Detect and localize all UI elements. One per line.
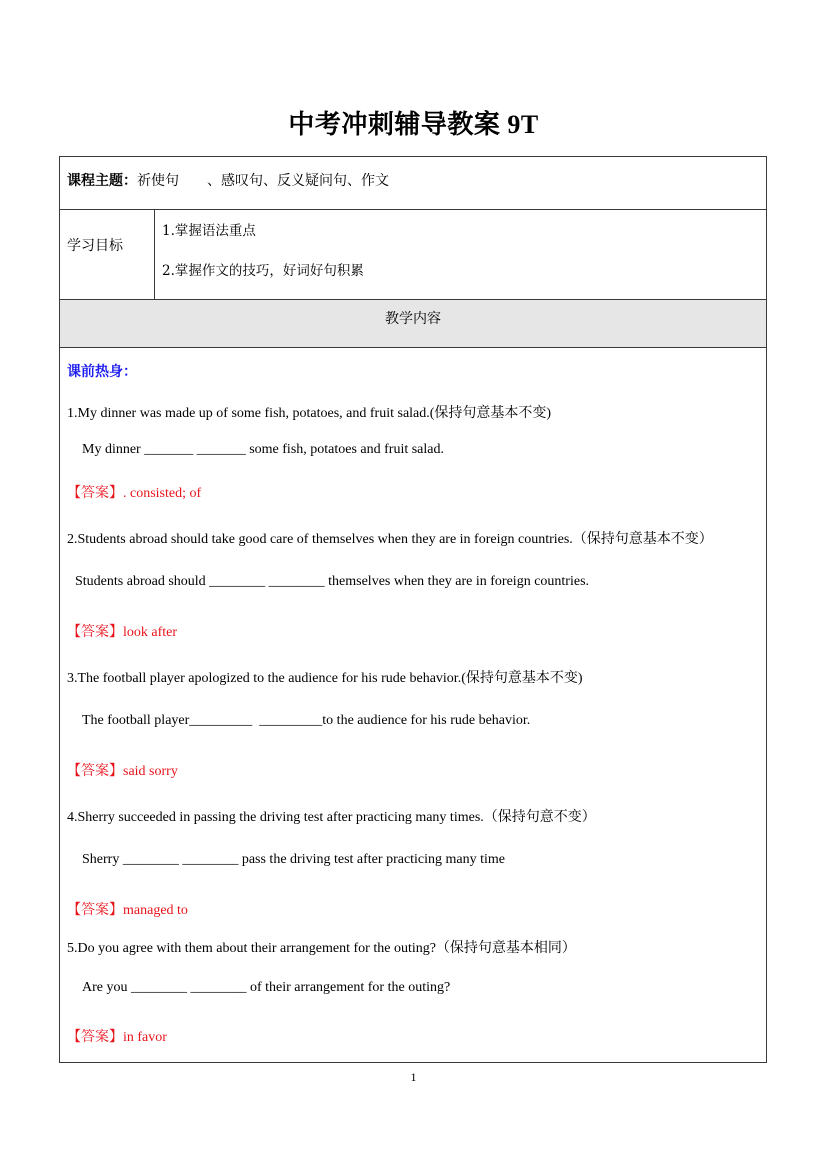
- page-number: 1: [410, 1070, 417, 1084]
- question-prompt: 4.Sherry succeeded in passing the driving test after practicing many times.（保持句意不变）: [67, 810, 596, 825]
- question-answer: 【答案】look after: [67, 625, 178, 640]
- question-prompt: 2.Students abroad should take good care of themselves when they are in foreign countries.（保持句意基本不变）: [67, 532, 713, 547]
- section-heading: 教学内容: [385, 312, 441, 327]
- document-title: 中考冲刺辅导教案 9T: [288, 110, 539, 139]
- question-prompt: 5.Do you agree with them about their arrangement for the outing?（保持句意基本相同）: [67, 941, 576, 956]
- question-rewrite: Are you ________ ________ of their arrangement for the outing?: [82, 980, 451, 995]
- question-answer: 【答案】said sorry: [67, 764, 178, 779]
- warmup-label: 课前热身：: [67, 365, 137, 380]
- question-rewrite: Sherry ________ ________ pass the driving test after practicing many time: [82, 852, 506, 867]
- goal-item: 2.掌握作文的技巧，好词好句积累: [162, 263, 364, 279]
- goal-item: 1.掌握语法重点: [162, 223, 256, 239]
- topic-value: 祈使句 、感叹句、反义疑问句、作文: [137, 174, 389, 189]
- course-topic: [67, 170, 389, 190]
- topic-label: 课程主题：: [67, 174, 137, 189]
- question-rewrite: Students abroad should ________ ________ themselves when they are in foreign countries.: [75, 574, 590, 589]
- question-rewrite: The football player_________ _________to the audience for his rude behavior.: [82, 713, 531, 728]
- lesson-table: [59, 156, 767, 1063]
- goals-label: 学习目标: [67, 239, 123, 254]
- question-answer: 【答案】managed to: [67, 903, 188, 918]
- question-answer: 【答案】in favor: [67, 1030, 167, 1045]
- question-rewrite: My dinner _______ _______ some fish, potatoes and fruit salad.: [82, 442, 445, 457]
- question-answer: 【答案】. consisted; of: [67, 486, 202, 501]
- question-prompt: 1.My dinner was made up of some fish, potatoes, and fruit salad.(保持句意基本不变): [67, 406, 552, 421]
- topic-row: [60, 157, 766, 210]
- goals-divider: [154, 210, 155, 300]
- question-prompt: 3.The football player apologized to the audience for his rude behavior.(保持句意基本不变): [67, 671, 583, 686]
